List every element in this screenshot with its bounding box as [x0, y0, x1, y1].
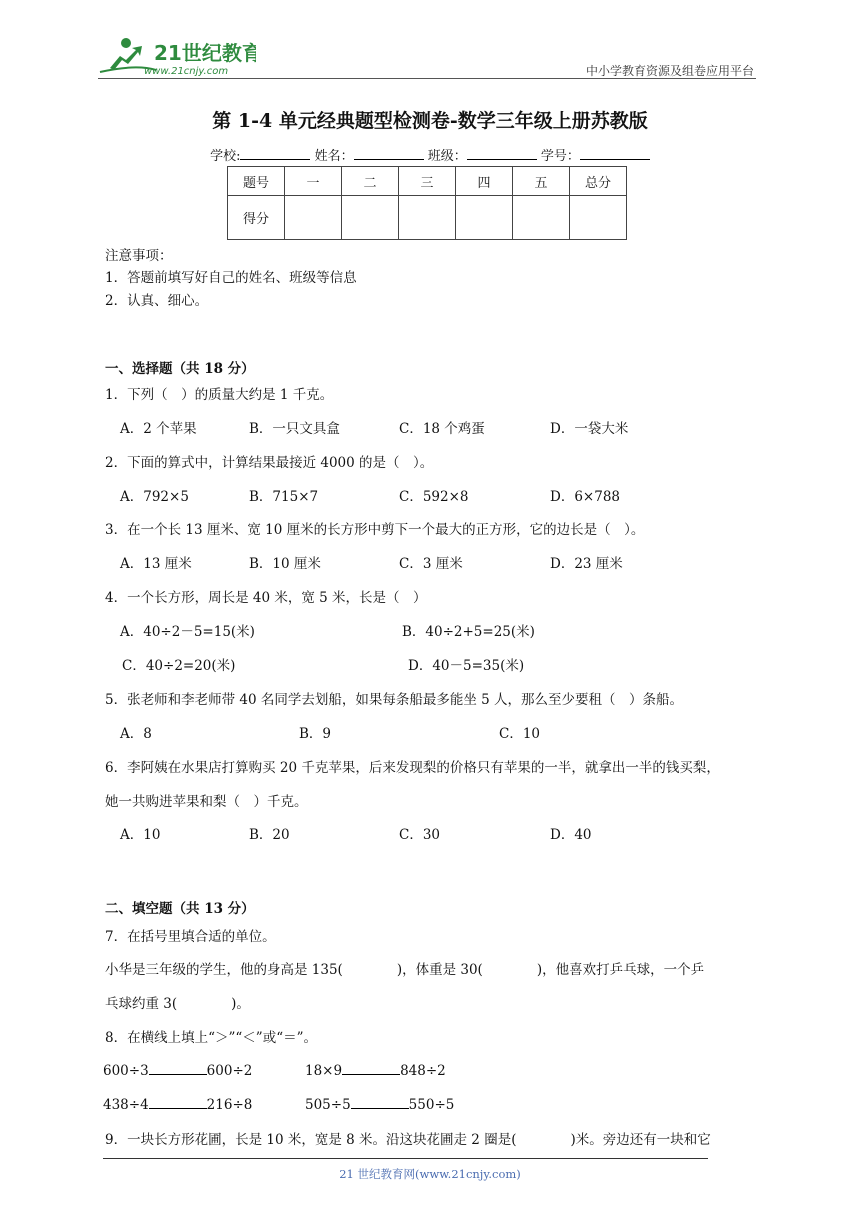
option[interactable]: D．40 — [550, 827, 592, 843]
score-header-cell: 四 — [456, 167, 513, 196]
option[interactable]: B．10 厘米 — [249, 556, 321, 572]
option[interactable]: A．40÷2－5=15(米) — [120, 624, 255, 640]
student-info-row — [0, 145, 860, 164]
score-header-cell: 三 — [399, 167, 456, 196]
question-7: 7．在括号里填合适的单位。 — [105, 929, 276, 945]
option[interactable]: B．715×7 — [249, 489, 319, 505]
question-1: 1．下列（ ）的质量大约是 1 千克。 — [105, 387, 334, 403]
name-label: 姓名： — [314, 149, 354, 164]
note-item: 2．认真、细心。 — [105, 293, 209, 309]
option[interactable]: D．23 厘米 — [550, 556, 623, 572]
number-blank[interactable] — [580, 146, 650, 160]
page-title: 第 1-4 单元经典题型检测卷-数学三年级上册苏教版 — [212, 110, 648, 132]
option[interactable]: A．792×5 — [120, 489, 189, 505]
option[interactable]: B．9 — [299, 726, 332, 742]
option[interactable]: B．40÷2+5=25(米) — [402, 624, 535, 640]
question-8: 8．在横线上填上“＞”“＜”或“＝”。 — [105, 1030, 317, 1046]
class-blank[interactable] — [467, 146, 537, 160]
score-cell[interactable] — [285, 196, 342, 240]
option[interactable]: D．40－5=35(米) — [408, 658, 525, 674]
question-4: 4．一个长方形，周长是 40 米，宽 5 米，长是（ ） — [105, 590, 427, 606]
score-row-label: 得分 — [228, 196, 285, 240]
section-title: 一、选择题（共 18 分） — [105, 361, 255, 377]
header-divider — [98, 78, 756, 79]
footer-divider — [103, 1158, 708, 1159]
score-header-cell: 一 — [285, 167, 342, 196]
score-cell[interactable] — [456, 196, 513, 240]
school-label: 学校: — [210, 149, 241, 164]
compare-item: 18×9 848÷2 — [305, 1063, 446, 1079]
notes-title: 注意事项： — [105, 248, 173, 264]
compare-item: 600÷3 600÷2 — [103, 1063, 253, 1079]
option[interactable]: A．13 厘米 — [120, 556, 192, 572]
footer-link[interactable]: 21 世纪教育网(www.21cnjy.com) — [339, 1167, 521, 1181]
score-table — [227, 166, 627, 240]
question-2: 2．下面的算式中，计算结果最接近 4000 的是（ ）。 — [105, 455, 434, 471]
option[interactable]: C．18 个鸡蛋 — [399, 421, 485, 437]
question-6: 6．李阿姨在水果店打算购买 20 千克苹果，后来发现梨的价格只有苹果的一半，就拿出一半的钱买梨， — [105, 760, 720, 776]
name-blank[interactable] — [354, 146, 424, 160]
option[interactable]: A．10 — [120, 827, 161, 843]
score-cell[interactable] — [399, 196, 456, 240]
score-cell[interactable] — [570, 196, 627, 240]
question-7-line2: 乓球约重 3( )。 — [105, 996, 250, 1012]
logo-url: www.21cnjy.com — [144, 66, 229, 77]
answer-blank[interactable] — [351, 1095, 409, 1109]
option[interactable]: C．10 — [499, 726, 541, 742]
platform-label: 中小学教育资源及组卷应用平台 — [585, 64, 754, 78]
question-6-cont: 她一共购进苹果和梨（ ）千克。 — [105, 794, 308, 810]
score-header-cell: 总分 — [570, 167, 627, 196]
question-3: 3．在一个长 13 厘米、宽 10 厘米的长方形中剪下一个最大的正方形，它的边长是（ ）。 — [105, 522, 645, 538]
option[interactable]: B．一只文具盒 — [249, 421, 340, 437]
question-5: 5．张老师和李老师带 40 名同学去划船，如果每条船最多能坐 5 人，那么至少要租（ ）条船。 — [105, 692, 684, 708]
logo-text: 21世纪教育 — [154, 41, 256, 65]
score-header-cell: 题号 — [228, 167, 285, 196]
answer-blank[interactable] — [149, 1061, 207, 1075]
answer-blank[interactable] — [149, 1095, 207, 1109]
option[interactable]: C．592×8 — [399, 489, 469, 505]
compare-item: 438÷4 216÷8 — [103, 1097, 253, 1113]
option[interactable]: D．一袋大米 — [550, 421, 629, 437]
logo — [96, 34, 256, 78]
answer-blank[interactable] — [342, 1061, 400, 1075]
score-header-cell: 五 — [513, 167, 570, 196]
option[interactable]: C．3 厘米 — [399, 556, 463, 572]
option[interactable]: A．8 — [120, 726, 152, 742]
school-blank[interactable] — [240, 146, 310, 160]
score-header-cell: 二 — [342, 167, 399, 196]
option[interactable]: C．40÷2=20(米) — [122, 658, 236, 674]
question-9: 9．一块长方形花圃，长是 10 米，宽是 8 米。沿这块花圃走 2 圈是( )米。旁边还有一块和它 — [105, 1132, 711, 1148]
option[interactable]: D．6×788 — [550, 489, 620, 505]
note-item: 1．答题前填写好自己的姓名、班级等信息 — [105, 270, 357, 286]
question-7-line1: 小华是三年级的学生，他的身高是 135( )，体重是 30( )，他喜欢打乒乓球，一个乒 — [105, 962, 705, 978]
class-label: 班级： — [427, 149, 467, 164]
section-title: 二、填空题（共 13 分） — [105, 901, 255, 917]
compare-item: 505÷5 550÷5 — [305, 1097, 455, 1113]
option[interactable]: B．20 — [249, 827, 290, 843]
option[interactable]: C．30 — [399, 827, 441, 843]
option[interactable]: A．2 个苹果 — [120, 421, 197, 437]
logo-runner-icon — [96, 34, 256, 78]
score-cell[interactable] — [342, 196, 399, 240]
number-label: 学号： — [540, 149, 580, 164]
score-cell[interactable] — [513, 196, 570, 240]
